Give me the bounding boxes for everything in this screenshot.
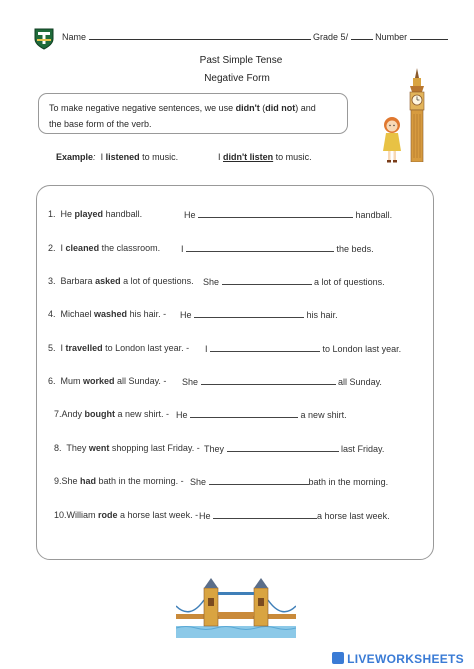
answer-blank-8[interactable]	[227, 443, 339, 452]
student-info-line	[62, 31, 442, 42]
answer-blank-6[interactable]	[201, 376, 336, 385]
grade-field[interactable]	[351, 31, 373, 40]
answer-blank-3[interactable]	[222, 276, 312, 285]
exercise-item-7: 7.Andy bought a new shirt. - He a new shirt.	[54, 409, 347, 420]
example-verb: listened	[105, 152, 140, 162]
rule-keyword-did-not: did not	[265, 103, 296, 113]
answer-blank-1[interactable]	[198, 209, 353, 218]
answer-blank-5[interactable]	[210, 343, 320, 352]
name-label: Name	[62, 32, 87, 42]
school-crest-icon	[33, 27, 55, 51]
exercise-box	[36, 185, 434, 560]
girl-illustration	[377, 115, 407, 165]
exercise-item-9: 9.She had bath in the morning. - She bath in the morning.	[54, 476, 389, 487]
footer	[0, 648, 474, 669]
exercise-item-10: 10.William rode a horse last week. - He a horse last week.	[54, 510, 390, 521]
exercise-item-2: 2. I cleaned the classroom. I the beds.	[48, 243, 374, 254]
answer-blank-10[interactable]	[213, 510, 317, 519]
rule-line-1: To make negative negative sentences, we use didn't (did not) and	[49, 103, 316, 113]
example-line: Example: I listened to music. I didn't listen to music.	[56, 152, 312, 162]
liveworksheets-brand[interactable]: LIVEWORKSHEETS	[332, 652, 464, 666]
answer-blank-7[interactable]	[190, 409, 298, 418]
exercise-item-5: 5. I travelled to London last year. - I to London last year.	[48, 343, 402, 354]
rule-line-2: the base form of the verb.	[49, 119, 152, 129]
grade-label: Grade 5/	[313, 32, 349, 42]
exercise-item-1: 1. He played handball. He handball.	[48, 209, 393, 220]
number-label: Number	[375, 32, 408, 42]
answer-blank-9[interactable]	[209, 476, 309, 485]
number-field[interactable]	[410, 31, 448, 40]
example-negative-verb: didn't listen	[223, 152, 274, 162]
example-label: Example	[56, 152, 94, 162]
rule-box	[38, 93, 348, 134]
answer-blank-4[interactable]	[194, 309, 304, 318]
name-field[interactable]	[89, 31, 311, 40]
worksheet-subtitle: Negative Form	[204, 73, 270, 84]
answer-blank-2[interactable]	[186, 243, 334, 252]
example-negative: I didn't listen to music.	[218, 152, 312, 162]
exercise-item-3: 3. Barbara asked a lot of questions. She a lot of questions.	[48, 276, 385, 287]
liveworksheets-logo-icon	[332, 652, 344, 664]
exercise-item-8: 8. They went shopping last Friday. - They last Friday.	[54, 443, 385, 454]
rule-keyword-didnt: didn't	[235, 103, 260, 113]
exercise-item-6: 6. Mum worked all Sunday. - She all Sunday.	[48, 376, 382, 387]
worksheet-title: Past Simple Tense	[199, 55, 283, 66]
exercise-item-4: 4. Michael washed his hair. - He his hair.	[48, 309, 338, 320]
tower-bridge-illustration	[176, 576, 296, 638]
